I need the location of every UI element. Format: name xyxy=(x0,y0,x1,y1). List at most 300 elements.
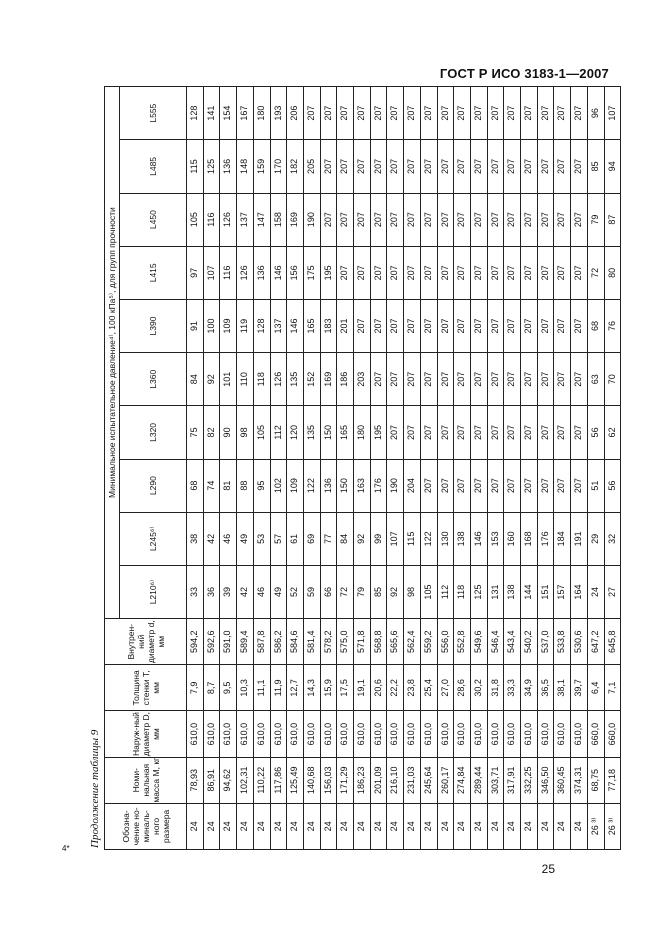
table-cell: 592,6 xyxy=(203,619,220,665)
grade-header: L245⁶⁾ xyxy=(120,512,187,565)
table-cell: 147 xyxy=(253,193,270,246)
table-cell: 610,0 xyxy=(487,711,504,757)
pressure-table xyxy=(104,86,621,850)
table-cell: 136 xyxy=(320,459,337,512)
table-cell: 578,2 xyxy=(320,619,337,665)
table-cell: 610,0 xyxy=(554,711,571,757)
table-cell: 57 xyxy=(270,512,287,565)
table-cell: 92 xyxy=(387,565,404,618)
table-cell: 98 xyxy=(404,565,421,618)
table-row xyxy=(537,87,554,850)
table-cell: 207 xyxy=(487,140,504,193)
table-cell: 66 xyxy=(320,565,337,618)
table-cell: 141 xyxy=(203,87,220,140)
table-cell: 207 xyxy=(571,193,588,246)
table-cell: 207 xyxy=(454,246,471,299)
table-cell: 195 xyxy=(370,406,387,459)
table-cell: 660,0 xyxy=(587,711,604,757)
table-cell: 117,86 xyxy=(270,757,287,803)
table-cell: 207 xyxy=(470,459,487,512)
table-cell: 610,0 xyxy=(237,711,254,757)
table-cell: 168 xyxy=(521,512,538,565)
table-cell: 540,2 xyxy=(521,619,538,665)
table-cell: 36 xyxy=(203,565,220,618)
grade-header: L555 xyxy=(120,87,187,140)
table-cell: 204 xyxy=(404,459,421,512)
table-cell: 207 xyxy=(504,459,521,512)
table-cell: 42 xyxy=(203,512,220,565)
table-cell: 205 xyxy=(303,140,320,193)
table-row xyxy=(571,87,588,850)
table-cell: 245,64 xyxy=(420,757,437,803)
table-cell: 136 xyxy=(220,140,237,193)
table-cell: 537,0 xyxy=(537,619,554,665)
table-cell: 591,0 xyxy=(220,619,237,665)
table-cell: 91 xyxy=(187,299,204,352)
table-cell: 207 xyxy=(504,87,521,140)
table-cell: 346,50 xyxy=(537,757,554,803)
table-cell: 107 xyxy=(604,87,621,140)
table-cell: 56 xyxy=(604,459,621,512)
table-cell: 207 xyxy=(437,246,454,299)
table-cell: 207 xyxy=(571,353,588,406)
table-cell: 207 xyxy=(354,87,371,140)
table-cell: 77,18 xyxy=(604,757,621,803)
table-cell: 24 xyxy=(587,565,604,618)
table-cell: 24 xyxy=(187,803,204,849)
table-cell: 207 xyxy=(571,87,588,140)
table-cell: 207 xyxy=(554,87,571,140)
table-cell: 169 xyxy=(287,193,304,246)
table-cell: 207 xyxy=(470,299,487,352)
table-cell: 207 xyxy=(521,459,538,512)
rotated-table-block xyxy=(86,86,617,850)
table-cell: 85 xyxy=(370,565,387,618)
table-cell: 207 xyxy=(504,406,521,459)
table-cell: 207 xyxy=(387,406,404,459)
table-cell: 24 xyxy=(237,803,254,849)
table-cell: 26 ³⁾ xyxy=(604,803,621,849)
table-cell: 25,4 xyxy=(420,665,437,711)
table-cell: 68 xyxy=(587,299,604,352)
table-cell: 86,91 xyxy=(203,757,220,803)
table-cell: 38,1 xyxy=(554,665,571,711)
table-cell: 148 xyxy=(237,140,254,193)
table-cell: 207 xyxy=(437,87,454,140)
table-cell: 87 xyxy=(604,193,621,246)
grade-header: L320 xyxy=(120,406,187,459)
table-cell: 374,31 xyxy=(571,757,588,803)
table-cell: 135 xyxy=(303,406,320,459)
table-cell: 24 xyxy=(504,803,521,849)
table-cell: 546,4 xyxy=(487,619,504,665)
table-cell: 24 xyxy=(454,803,471,849)
table-cell: 207 xyxy=(537,87,554,140)
table-cell: 80 xyxy=(604,246,621,299)
table-cell: 332,25 xyxy=(521,757,538,803)
table-cell: 207 xyxy=(504,246,521,299)
table-cell: 24 xyxy=(470,803,487,849)
table-cell: 170 xyxy=(270,140,287,193)
table-cell: 610,0 xyxy=(537,711,554,757)
table-cell: 584,6 xyxy=(287,619,304,665)
table-cell: 543,4 xyxy=(504,619,521,665)
table-cell: 24 xyxy=(537,803,554,849)
table-cell: 100 xyxy=(203,299,220,352)
table-cell: 207 xyxy=(354,246,371,299)
table-cell: 207 xyxy=(487,353,504,406)
table-cell: 105 xyxy=(420,565,437,618)
table-cell: 79 xyxy=(587,193,604,246)
table-cell: 207 xyxy=(554,459,571,512)
table-cell: 207 xyxy=(370,299,387,352)
table-cell: 207 xyxy=(370,140,387,193)
table-cell: 24 xyxy=(420,803,437,849)
table-cell: 72 xyxy=(337,565,354,618)
table-cell: 76 xyxy=(604,299,621,352)
table-cell: 101 xyxy=(220,353,237,406)
table-cell: 571,8 xyxy=(354,619,371,665)
table-cell: 167 xyxy=(237,87,254,140)
table-cell: 118 xyxy=(454,565,471,618)
table-cell: 33,3 xyxy=(504,665,521,711)
table-cell: 125 xyxy=(203,140,220,193)
table-cell: 562,4 xyxy=(404,619,421,665)
table-cell: 63 xyxy=(587,353,604,406)
table-row xyxy=(187,87,204,850)
table-cell: 24 xyxy=(554,803,571,849)
table-cell: 184 xyxy=(554,512,571,565)
table-cell: 207 xyxy=(487,406,504,459)
table-cell: 126 xyxy=(270,353,287,406)
table-cell: 110,22 xyxy=(253,757,270,803)
table-cell: 216,10 xyxy=(387,757,404,803)
table-cell: 610,0 xyxy=(270,711,287,757)
table-cell: 146 xyxy=(270,246,287,299)
table-cell: 159 xyxy=(253,140,270,193)
table-cell: 96 xyxy=(587,87,604,140)
table-cell: 24 xyxy=(303,803,320,849)
table-cell: 207 xyxy=(370,353,387,406)
table-cell: 120 xyxy=(287,406,304,459)
table-cell: 24 xyxy=(571,803,588,849)
table-cell: 138 xyxy=(454,512,471,565)
table-cell: 90 xyxy=(220,406,237,459)
corner-mark: 4* xyxy=(62,844,70,853)
table-row xyxy=(454,87,471,850)
table-cell: 24 xyxy=(521,803,538,849)
table-cell: 610,0 xyxy=(504,711,521,757)
table-cell: 77 xyxy=(320,512,337,565)
table-cell: 610,0 xyxy=(404,711,421,757)
table-cell: 49 xyxy=(237,512,254,565)
table-cell: 20,6 xyxy=(370,665,387,711)
table-cell: 207 xyxy=(404,246,421,299)
table-cell: 175 xyxy=(303,246,320,299)
table-cell: 589,4 xyxy=(237,619,254,665)
table-cell: 165 xyxy=(303,299,320,352)
table-cell: 23,8 xyxy=(404,665,421,711)
table-cell: 128 xyxy=(253,299,270,352)
table-cell: 78,93 xyxy=(187,757,204,803)
table-cell: 207 xyxy=(420,406,437,459)
table-cell: 207 xyxy=(571,140,588,193)
table-cell: 207 xyxy=(571,459,588,512)
table-cell: 61 xyxy=(287,512,304,565)
table-cell: 660,0 xyxy=(604,711,621,757)
table-cell: 206 xyxy=(287,87,304,140)
table-cell: 207 xyxy=(370,246,387,299)
table-cell: 119 xyxy=(237,299,254,352)
table-row xyxy=(521,87,538,850)
table-row xyxy=(303,87,320,850)
table-cell: 575,0 xyxy=(337,619,354,665)
table-cell: 207 xyxy=(504,140,521,193)
table-cell: 56 xyxy=(587,406,604,459)
table-cell: 82 xyxy=(203,406,220,459)
table-cell: 24 xyxy=(404,803,421,849)
table-cell: 130 xyxy=(437,512,454,565)
table-cell: 122 xyxy=(303,459,320,512)
table-cell: 207 xyxy=(387,87,404,140)
table-cell: 74 xyxy=(203,459,220,512)
table-cell: 30,2 xyxy=(470,665,487,711)
table-cell: 207 xyxy=(404,299,421,352)
table-cell: 610,0 xyxy=(420,711,437,757)
table-cell: 9,5 xyxy=(220,665,237,711)
table-cell: 7,1 xyxy=(604,665,621,711)
table-cell: 289,44 xyxy=(470,757,487,803)
table-cell: 164 xyxy=(571,565,588,618)
table-cell: 207 xyxy=(337,87,354,140)
table-cell: 10,3 xyxy=(237,665,254,711)
table-cell: 586,2 xyxy=(270,619,287,665)
table-cell: 160 xyxy=(504,512,521,565)
table-cell: 32 xyxy=(604,512,621,565)
table-row xyxy=(253,87,270,850)
table-cell: 99 xyxy=(370,512,387,565)
table-cell: 207 xyxy=(521,193,538,246)
table-cell: 207 xyxy=(370,87,387,140)
table-cell: 46 xyxy=(253,565,270,618)
table-cell: 146 xyxy=(287,299,304,352)
table-cell: 207 xyxy=(354,140,371,193)
table-cell: 260,17 xyxy=(437,757,454,803)
table-cell: 95 xyxy=(253,459,270,512)
table-cell: 207 xyxy=(337,246,354,299)
table-row xyxy=(437,87,454,850)
table-cell: 207 xyxy=(437,193,454,246)
table-cell: 59 xyxy=(303,565,320,618)
table-cell: 207 xyxy=(437,459,454,512)
table-cell: 231,03 xyxy=(404,757,421,803)
table-cell: 115 xyxy=(404,512,421,565)
table-cell: 207 xyxy=(454,299,471,352)
grade-header: L485 xyxy=(120,140,187,193)
table-cell: 49 xyxy=(270,565,287,618)
table-cell: 207 xyxy=(303,87,320,140)
table-cell: 137 xyxy=(270,299,287,352)
table-cell: 156 xyxy=(287,246,304,299)
table-cell: 207 xyxy=(470,353,487,406)
table-cell: 52 xyxy=(287,565,304,618)
table-cell: 27 xyxy=(604,565,621,618)
table-cell: 84 xyxy=(187,353,204,406)
table-cell: 62 xyxy=(604,406,621,459)
table-cell: 24 xyxy=(354,803,371,849)
table-row xyxy=(354,87,371,850)
table-cell: 207 xyxy=(470,406,487,459)
table-cell: 207 xyxy=(437,299,454,352)
table-cell: 102,31 xyxy=(237,757,254,803)
table-cell: 144 xyxy=(521,565,538,618)
table-cell: 24 xyxy=(437,803,454,849)
table-cell: 46 xyxy=(220,512,237,565)
table-cell: 31,8 xyxy=(487,665,504,711)
table-cell: 610,0 xyxy=(320,711,337,757)
table-cell: 207 xyxy=(420,459,437,512)
table-cell: 115 xyxy=(187,140,204,193)
table-cell: 112 xyxy=(437,565,454,618)
table-cell: 110 xyxy=(237,353,254,406)
table-cell: 39 xyxy=(220,565,237,618)
table-cell: 190 xyxy=(303,193,320,246)
grade-header: L210⁶⁾ xyxy=(120,565,187,618)
table-cell: 610,0 xyxy=(303,711,320,757)
table-cell: 587,8 xyxy=(253,619,270,665)
table-cell: 207 xyxy=(554,299,571,352)
table-cell: 207 xyxy=(470,87,487,140)
table-cell: 207 xyxy=(420,87,437,140)
table-cell: 207 xyxy=(487,246,504,299)
table-row xyxy=(270,87,287,850)
table-cell: 94,62 xyxy=(220,757,237,803)
table-cell: 549,6 xyxy=(470,619,487,665)
table-cell: 207 xyxy=(487,299,504,352)
table-caption: Продолжение таблицы 9 xyxy=(89,729,101,848)
table-cell: 105 xyxy=(187,193,204,246)
table-cell: 207 xyxy=(454,140,471,193)
table-cell: 207 xyxy=(521,140,538,193)
table-cell: 201,09 xyxy=(370,757,387,803)
table-row xyxy=(387,87,404,850)
table-row xyxy=(504,87,521,850)
table-cell: 24 xyxy=(270,803,287,849)
table-cell: 39,7 xyxy=(571,665,588,711)
table-cell: 169 xyxy=(320,353,337,406)
table-cell: 207 xyxy=(537,353,554,406)
table-cell: 171,29 xyxy=(337,757,354,803)
table-cell: 72 xyxy=(587,246,604,299)
table-cell: 207 xyxy=(571,299,588,352)
table-row xyxy=(287,87,304,850)
table-cell: 581,4 xyxy=(303,619,320,665)
table-cell: 180 xyxy=(253,87,270,140)
grade-header: L415 xyxy=(120,246,187,299)
table-cell: 11,1 xyxy=(253,665,270,711)
table-cell: 207 xyxy=(537,406,554,459)
grade-header: L360 xyxy=(120,353,187,406)
group-header: Минимальное испытательное давление⁴⁾, 100 кПа⁵⁾, для групп прочности xyxy=(105,87,120,619)
table-cell: 207 xyxy=(537,193,554,246)
table-cell: 207 xyxy=(420,193,437,246)
table-cell: 207 xyxy=(554,353,571,406)
table-cell: 207 xyxy=(320,87,337,140)
table-cell: 135 xyxy=(287,353,304,406)
table-cell: 610,0 xyxy=(187,711,204,757)
table-cell: 182 xyxy=(287,140,304,193)
table-cell: 317,91 xyxy=(504,757,521,803)
table-cell: 153 xyxy=(487,512,504,565)
table-cell: 207 xyxy=(420,353,437,406)
table-cell: 610,0 xyxy=(220,711,237,757)
table-cell: 146 xyxy=(470,512,487,565)
table-cell: 207 xyxy=(437,140,454,193)
table-cell: 75 xyxy=(187,406,204,459)
table-cell: 610,0 xyxy=(253,711,270,757)
table-cell: 118 xyxy=(253,353,270,406)
table-cell: 81 xyxy=(220,459,237,512)
table-row xyxy=(604,87,621,850)
table-cell: 24 xyxy=(387,803,404,849)
table-cell: 207 xyxy=(470,246,487,299)
table-cell: 125,49 xyxy=(287,757,304,803)
table-cell: 207 xyxy=(420,299,437,352)
column-header: Наруж-ный диаметр D, мм xyxy=(105,711,187,757)
table-cell: 158 xyxy=(270,193,287,246)
column-header: Внутрен-ний диаметр d, мм xyxy=(105,619,187,665)
table-cell: 610,0 xyxy=(387,711,404,757)
table-cell: 150 xyxy=(337,459,354,512)
table-cell: 150 xyxy=(320,406,337,459)
table-cell: 138 xyxy=(504,565,521,618)
table-cell: 207 xyxy=(521,353,538,406)
table-row xyxy=(487,87,504,850)
column-header: Номи-нальная масса М, кг xyxy=(105,757,187,803)
table-cell: 98 xyxy=(237,406,254,459)
table-cell: 42 xyxy=(237,565,254,618)
table-cell: 207 xyxy=(387,353,404,406)
table-cell: 207 xyxy=(387,246,404,299)
table-cell: 207 xyxy=(437,406,454,459)
table-cell: 207 xyxy=(487,459,504,512)
grade-header: L290 xyxy=(120,459,187,512)
table-cell: 19,1 xyxy=(354,665,371,711)
table-cell: 97 xyxy=(187,246,204,299)
table-cell: 207 xyxy=(420,246,437,299)
table-cell: 207 xyxy=(487,193,504,246)
table-cell: 610,0 xyxy=(354,711,371,757)
table-cell: 183 xyxy=(320,299,337,352)
table-cell: 151 xyxy=(537,565,554,618)
table-cell: 68,75 xyxy=(587,757,604,803)
table-cell: 112 xyxy=(270,406,287,459)
table-row xyxy=(470,87,487,850)
table-cell: 69 xyxy=(303,512,320,565)
table-cell: 157 xyxy=(554,565,571,618)
table-cell: 645,8 xyxy=(604,619,621,665)
table-row xyxy=(337,87,354,850)
table-cell: 165 xyxy=(337,406,354,459)
table-cell: 207 xyxy=(470,140,487,193)
table-cell: 136 xyxy=(253,246,270,299)
table-cell: 207 xyxy=(554,246,571,299)
table-cell: 24 xyxy=(370,803,387,849)
table-cell: 610,0 xyxy=(337,711,354,757)
table-cell: 79 xyxy=(354,565,371,618)
table-cell: 126 xyxy=(237,246,254,299)
table-cell: 88 xyxy=(237,459,254,512)
